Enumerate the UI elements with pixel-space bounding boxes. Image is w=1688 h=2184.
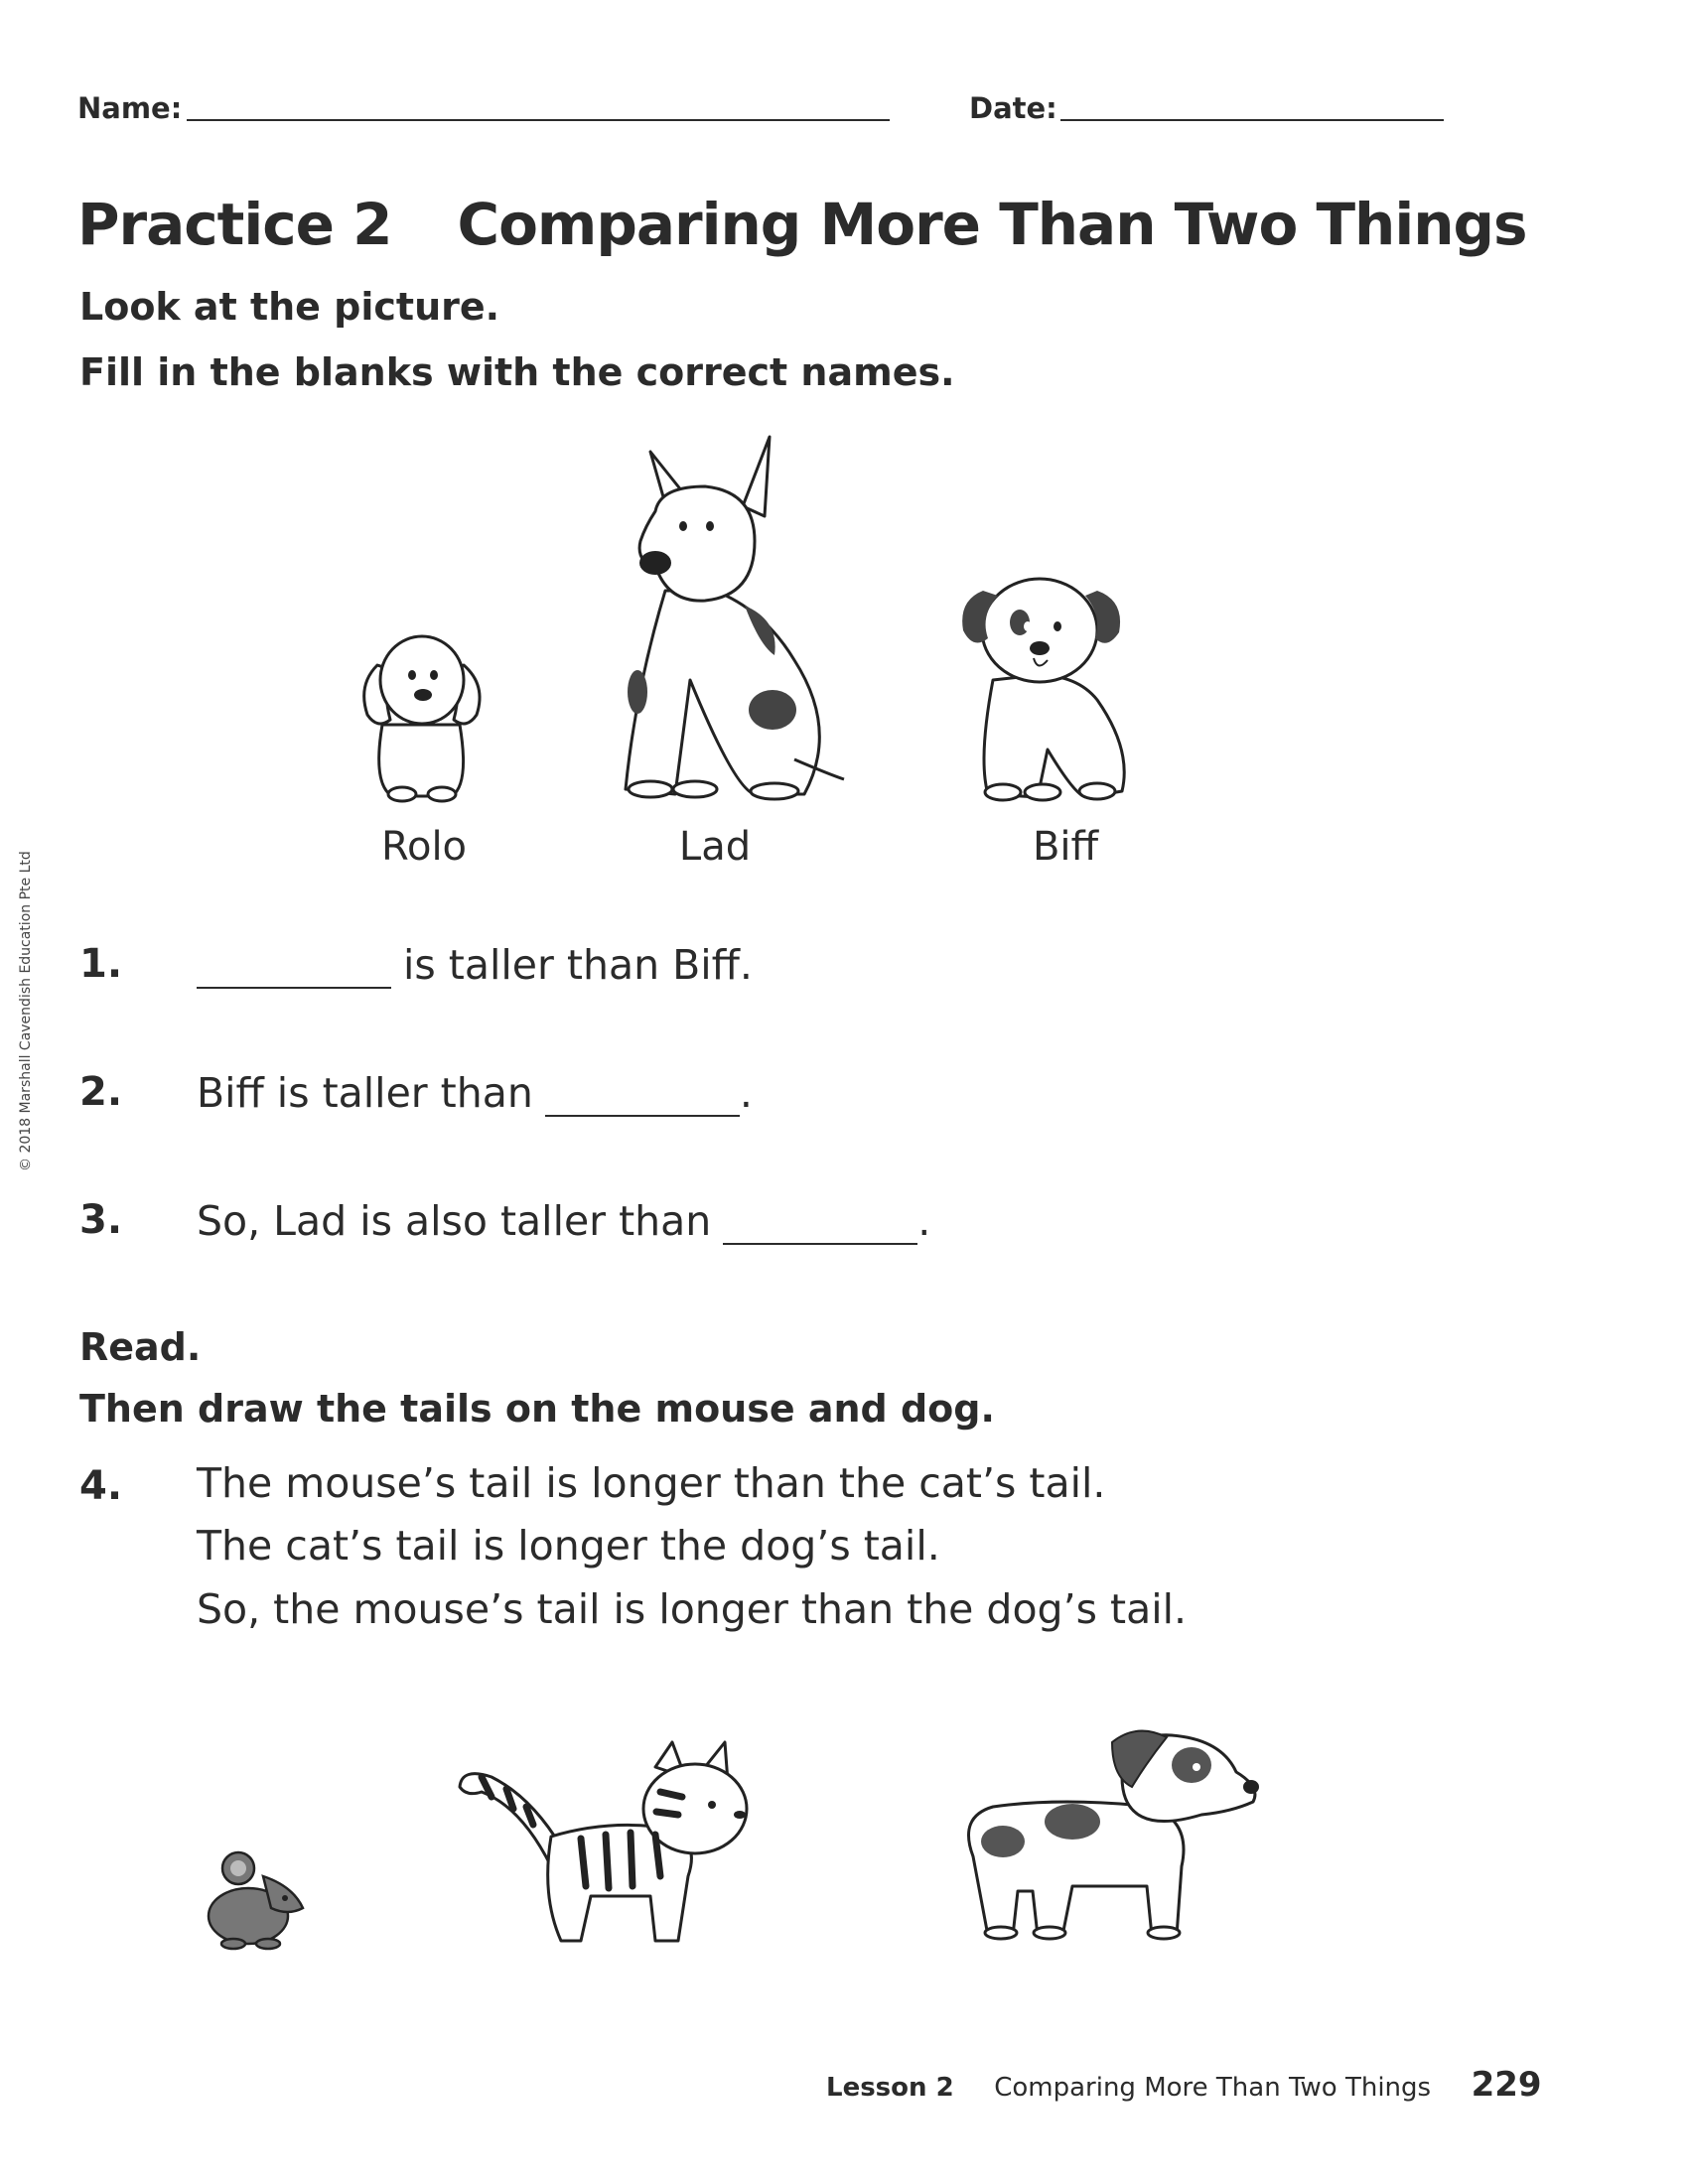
name-label: Name: bbox=[77, 91, 183, 125]
copyright-notice: © 2018 Marshall Cavendish Education Pte Ltd bbox=[18, 851, 34, 1171]
question-2-period: . bbox=[739, 1069, 753, 1117]
page-number: 229 bbox=[1471, 2065, 1542, 2105]
date-field[interactable] bbox=[1060, 119, 1444, 121]
statement-line-1: The mouse’s tail is longer than the cat’s tail. bbox=[197, 1459, 1106, 1507]
question-2-text: Biff is taller than bbox=[197, 1069, 533, 1117]
question-1-number: 1. bbox=[79, 941, 123, 987]
statement-line-2: The cat’s tail is longer the dog’s tail. bbox=[197, 1522, 940, 1570]
dog-name-biff: Biff bbox=[1032, 824, 1099, 870]
question-2-number: 2. bbox=[79, 1069, 123, 1115]
question-1-text: is taller than Biff. bbox=[403, 941, 753, 989]
dog-lad-illustration bbox=[596, 432, 854, 804]
question-3-number: 3. bbox=[79, 1197, 123, 1243]
question-2 bbox=[197, 1069, 753, 1117]
statement-line-3: So, the mouse’s tail is longer than the dog’s tail. bbox=[197, 1585, 1188, 1633]
question-1 bbox=[197, 941, 753, 989]
dog-name-rolo: Rolo bbox=[380, 824, 468, 870]
instruction-look: Look at the picture. bbox=[79, 285, 500, 329]
name-field[interactable] bbox=[187, 119, 890, 121]
page-title bbox=[77, 191, 1527, 258]
dog-name-lad: Lad bbox=[678, 824, 752, 870]
question-3 bbox=[197, 1197, 930, 1245]
footer-topic: Comparing More Than Two Things bbox=[994, 2073, 1432, 2103]
question-4-number: 4. bbox=[79, 1463, 123, 1509]
instruction-read: Read. bbox=[79, 1325, 202, 1369]
dog-rolo-illustration bbox=[352, 615, 492, 804]
instruction-draw-tails: Then draw the tails on the mouse and dog. bbox=[79, 1387, 995, 1431]
mouse-illustration bbox=[194, 1846, 313, 1951]
cat-illustration bbox=[452, 1737, 789, 1951]
footer-lesson: Lesson 2 bbox=[826, 2073, 954, 2103]
question-3-text: So, Lad is also taller than bbox=[197, 1197, 712, 1245]
date-label: Date: bbox=[969, 91, 1057, 125]
question-1-blank[interactable] bbox=[197, 951, 391, 989]
dog-biff-illustration bbox=[958, 561, 1137, 804]
question-2-blank[interactable] bbox=[545, 1079, 740, 1117]
practice-label: Practice 2 bbox=[77, 191, 392, 258]
topic-title: Comparing More Than Two Things bbox=[457, 191, 1527, 258]
instruction-fill: Fill in the blanks with the correct names. bbox=[79, 350, 955, 394]
dog-illustration bbox=[953, 1727, 1261, 1951]
footer bbox=[826, 2065, 1542, 2105]
question-3-blank[interactable] bbox=[723, 1207, 917, 1245]
question-3-period: . bbox=[917, 1197, 931, 1245]
